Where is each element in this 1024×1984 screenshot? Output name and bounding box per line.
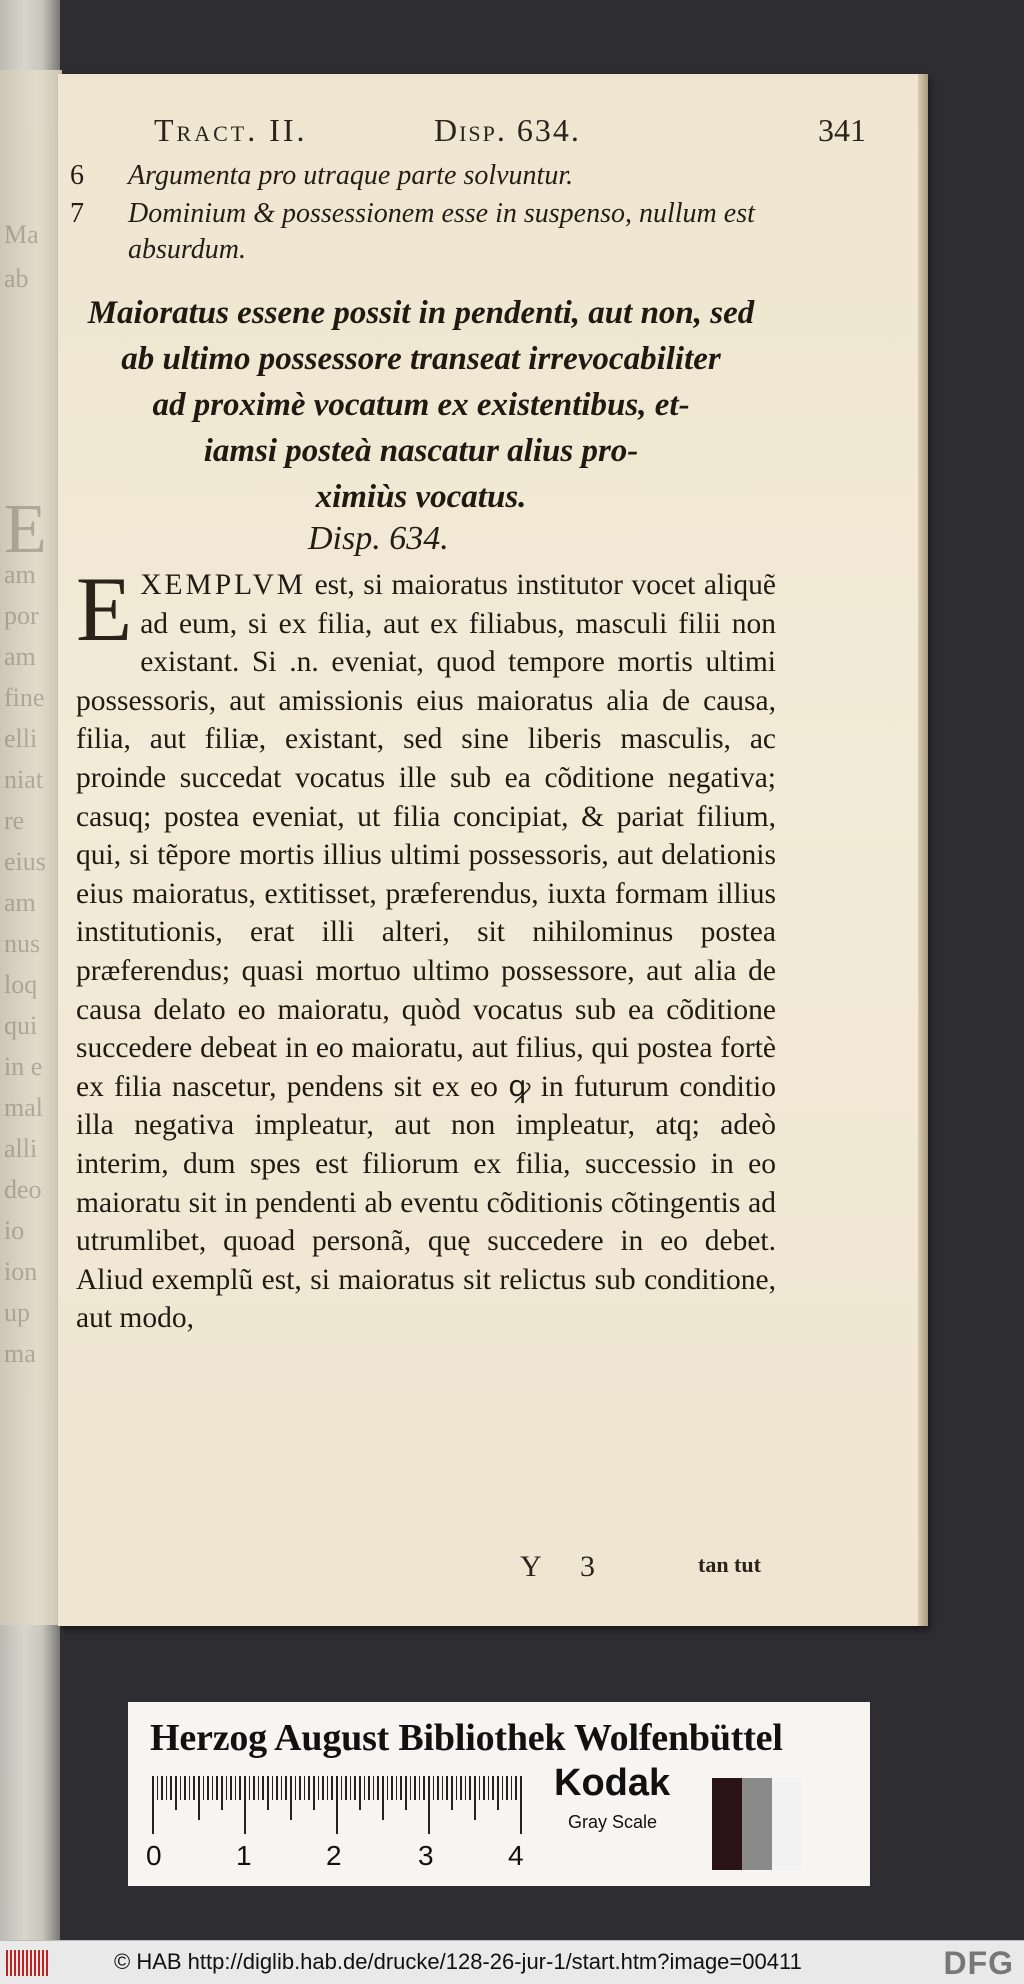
scale-number: 1 <box>236 1840 252 1871</box>
ruler-tick <box>331 1776 333 1800</box>
book-page <box>58 74 926 1626</box>
title-line: Maioratus essene possit in pendenti, aut non, sed <box>87 295 755 331</box>
ruler-tick <box>230 1776 232 1800</box>
header-disp: Disp. 634. <box>434 112 581 148</box>
ruler-tick <box>391 1776 393 1800</box>
ruler-tick <box>373 1776 375 1800</box>
gray-swatch-dark <box>712 1778 742 1870</box>
facing-page-fragment: up <box>4 1298 30 1327</box>
ruler-tick <box>203 1776 205 1800</box>
section-title <box>66 290 776 520</box>
facing-page-fragment: qui <box>4 1011 38 1040</box>
catchword: tan tut <box>698 1552 761 1577</box>
ruler-tick <box>502 1776 504 1800</box>
ruler-tick <box>359 1776 361 1810</box>
facing-page-fragment: am <box>4 888 36 917</box>
ruler-tick <box>419 1776 421 1800</box>
ruler-tick <box>345 1776 347 1800</box>
ruler-tick <box>198 1776 200 1820</box>
viewer-footer <box>0 1940 1024 1984</box>
ruler-tick <box>364 1776 366 1800</box>
source-url[interactable]: © HAB http://diglib.hab.de/drucke/128-26-jur-1/start.htm?image=00411 <box>114 1949 802 1974</box>
ruler-tick <box>433 1776 435 1800</box>
summary-number: 6 <box>70 160 84 191</box>
scale-number: 2 <box>326 1840 342 1871</box>
ruler-tick <box>267 1776 269 1810</box>
facing-page-fragment: io <box>4 1216 25 1245</box>
ruler-tick <box>285 1776 287 1800</box>
scale-number: 4 <box>508 1840 524 1871</box>
ruler-tick <box>295 1776 297 1800</box>
scale-ruler <box>152 1776 524 1836</box>
ruler-tick <box>488 1776 490 1800</box>
ruler-tick <box>414 1776 416 1800</box>
ruler-tick <box>354 1776 356 1800</box>
library-name: Herzog August Bibliothek Wolfenbüttel <box>150 1717 783 1759</box>
ruler-tick <box>253 1776 255 1800</box>
ruler-tick <box>272 1776 274 1800</box>
color-calibration-card <box>128 1702 870 1886</box>
facing-page-fragment: Ma <box>4 220 39 249</box>
gray-swatch-light <box>772 1778 802 1870</box>
ruler-tick <box>474 1776 476 1820</box>
ruler-tick <box>506 1776 508 1800</box>
facing-page-fragment: loq <box>4 970 38 999</box>
ruler-tick <box>520 1776 522 1834</box>
ruler-tick <box>451 1776 453 1810</box>
ruler-tick <box>400 1776 402 1800</box>
ruler-tick <box>276 1776 278 1800</box>
ruler-tick <box>308 1776 310 1800</box>
ruler-tick <box>428 1776 430 1834</box>
ruler-tick <box>152 1776 154 1834</box>
ruler-tick <box>456 1776 458 1800</box>
ruler-tick <box>157 1776 159 1800</box>
ruler-tick <box>377 1776 379 1800</box>
summary-item <box>70 196 856 268</box>
ruler-tick <box>221 1776 223 1810</box>
scale-number: 3 <box>418 1840 434 1871</box>
ruler-tick <box>207 1776 209 1800</box>
ruler-tick <box>396 1776 398 1800</box>
hab-logo-icon <box>6 1950 48 1976</box>
ruler-tick <box>446 1776 448 1800</box>
facing-page-fragment: mal <box>4 1093 43 1122</box>
ruler-tick <box>249 1776 251 1800</box>
facing-page-fragment: deo <box>4 1175 42 1204</box>
page-edge <box>918 74 928 1626</box>
dfg-logo: DFG <box>943 1945 1014 1981</box>
ruler-tick <box>235 1776 237 1800</box>
ruler-tick <box>189 1776 191 1800</box>
body-text <box>76 558 776 1338</box>
body-paragraph: est, si maioratus institutor vocet aliquẽ ad eum, si ex filia, aut ex filiabus, masculi filii non existant. Si .n. eveniat, quod tempore mortis ultimi possessoris, aut amissionis eius maioratus alia de causa, filia, aut filiæ, existant, sed sine liberis masculis, ac proinde succedat vocatus ille sub ea cõditione negativa; casuq; postea eveniat, ut filia concipiat, & pariat filium, qui, si tẽpore mortis illius ultimi possessoris, aut delationis eius maioratus, extitisset, præferendus, iuxta formam illius institutionis, erat illi alteri, sit nihilominus postea præferendus; quasi mortuo ultimo possessore, aut alia de causa delato eo maioratu, quòd vocatus sub ea cõditione succedere debeat in eo maioratu, aut filius, qui postea fortè ex filia nascetur, pendens sit ex eo ꝙ in futurum conditio illa negativa impleatur, aut non impleatur, atq; adeò interim, dum spes est filiorum ex filia, successio in eo maioratu sit in pendenti ab eventu cõditionis cõtingentis ad utrumlibet, quoad personã, quę succedere in eo debet. Aliud exemplũ est, si maioratus sit relictus sub conditione, aut modo, <box>76 569 776 1335</box>
facing-page-fragment: fine <box>4 683 45 712</box>
ruler-tick <box>469 1776 471 1800</box>
ruler-tick <box>387 1776 389 1800</box>
ruler-tick <box>170 1776 172 1800</box>
page-number: 341 <box>818 112 866 148</box>
disputation-heading: Disp. 634. <box>308 520 449 557</box>
ruler-tick <box>290 1776 292 1820</box>
facing-page-fragment: ion <box>4 1257 38 1286</box>
ruler-tick <box>212 1776 214 1800</box>
ruler-tick <box>382 1776 384 1820</box>
signature-mark: Y 3 <box>520 1550 612 1583</box>
facing-page-fragment: ma <box>4 1339 36 1368</box>
summary-text: Argumenta pro utraque parte solvuntur. <box>128 160 574 191</box>
facing-page-fragment: am <box>4 642 36 671</box>
ruler-tick <box>184 1776 186 1800</box>
drop-cap: E <box>76 558 133 660</box>
facing-page-fragment: niat <box>4 765 43 794</box>
ruler-tick <box>281 1776 283 1800</box>
summary-text: Dominium & possessionem esse in suspenso, nullum est absurdum. <box>128 198 755 265</box>
ruler-tick <box>460 1776 462 1800</box>
ruler-tick <box>166 1776 168 1800</box>
ruler-tick <box>465 1776 467 1800</box>
title-line: ximiùs vocatus. <box>315 479 527 515</box>
header-tract: Tract. II. <box>154 112 308 148</box>
ruler-tick <box>405 1776 407 1810</box>
ruler-tick <box>226 1776 228 1800</box>
ruler-tick <box>161 1776 163 1800</box>
facing-page-fragment: alli <box>4 1134 38 1163</box>
ruler-tick <box>410 1776 412 1800</box>
running-header <box>154 112 878 152</box>
title-line: iamsi posteà nascatur alius pro- <box>203 433 639 469</box>
ruler-tick <box>216 1776 218 1800</box>
facing-page-fragment: re <box>4 806 25 835</box>
ruler-tick <box>193 1776 195 1800</box>
gray-scale-label: Gray Scale <box>568 1812 658 1832</box>
ruler-tick <box>258 1776 260 1800</box>
ruler-tick <box>313 1776 315 1810</box>
ruler-tick <box>180 1776 182 1800</box>
ruler-tick <box>511 1776 513 1800</box>
scale-number: 0 <box>146 1840 162 1871</box>
facing-page-fragment: ab <box>4 264 29 293</box>
ruler-tick <box>299 1776 301 1800</box>
facing-page-fragment: nus <box>4 929 41 958</box>
ruler-tick <box>336 1776 338 1834</box>
facing-page-fragment: in e <box>4 1052 43 1081</box>
ruler-tick <box>479 1776 481 1800</box>
summary-item <box>70 158 856 194</box>
ruler-tick <box>175 1776 177 1810</box>
ruler-tick <box>262 1776 264 1800</box>
ruler-tick <box>244 1776 246 1834</box>
ruler-tick <box>437 1776 439 1800</box>
title-line: ab ultimo possessore transeat irrevocabiliter <box>121 341 721 377</box>
summary-number: 7 <box>70 198 84 229</box>
title-line: ad proximè vocatum ex existentibus, et- <box>152 387 690 423</box>
ruler-tick <box>497 1776 499 1810</box>
facing-page-fragment: eius <box>4 847 46 876</box>
facing-page-fragment: am <box>4 560 36 589</box>
ruler-tick <box>327 1776 329 1800</box>
facing-page-fragment: E <box>4 491 47 568</box>
ruler-tick <box>341 1776 343 1800</box>
ruler-tick <box>492 1776 494 1800</box>
facing-page-fragment: por <box>4 601 39 630</box>
ruler-tick <box>322 1776 324 1800</box>
ruler-tick <box>239 1776 241 1800</box>
ruler-tick <box>483 1776 485 1800</box>
ruler-tick <box>423 1776 425 1800</box>
ruler-tick <box>318 1776 320 1800</box>
ruler-tick <box>368 1776 370 1800</box>
facing-page-fragment: elli <box>4 724 38 753</box>
ruler-tick <box>304 1776 306 1800</box>
ruler-tick <box>350 1776 352 1800</box>
ruler-tick <box>442 1776 444 1800</box>
opening-smallcaps: XEMPLVM <box>140 569 307 601</box>
ruler-tick <box>515 1776 517 1800</box>
gray-swatch-mid <box>742 1778 772 1870</box>
facing-page-edge <box>0 70 62 1625</box>
kodak-logo: Kodak <box>554 1762 671 1804</box>
